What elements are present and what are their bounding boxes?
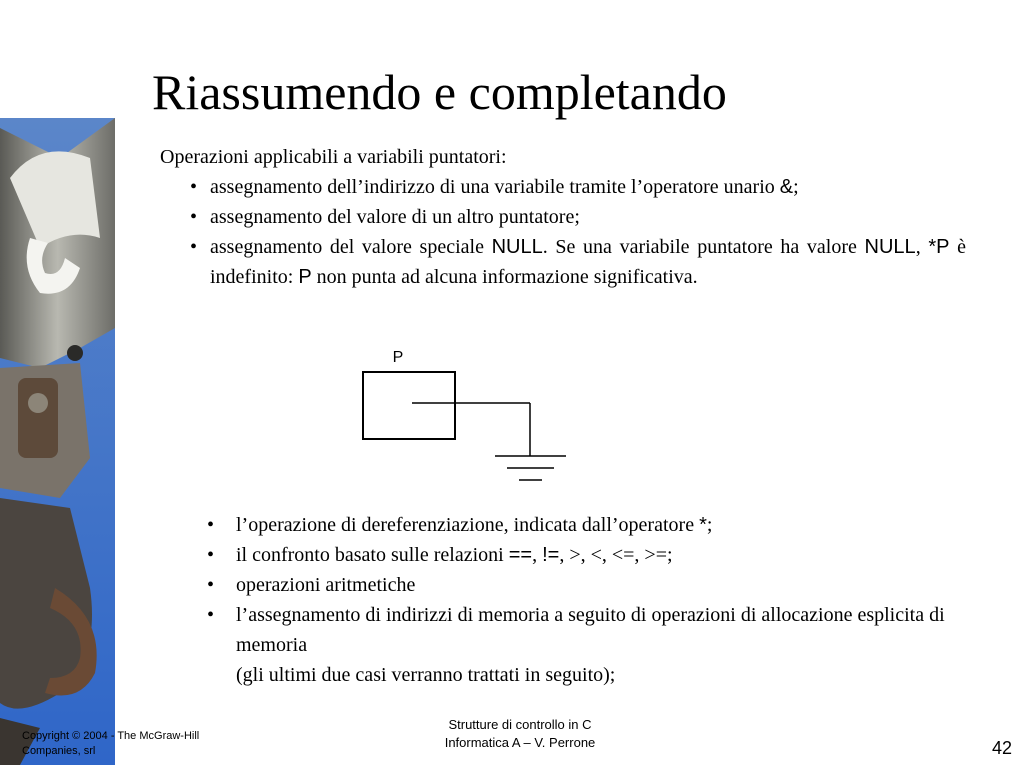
page-title: Riassumendo e completando [152,64,727,120]
copyright-text: Copyright © 2004 - The McGraw-Hill Companies, srl [22,730,200,757]
intro-text: Operazioni applicabili a variabili puntatori: [160,146,507,168]
null-pointer-diagram [340,345,580,490]
list-item: • l’assegnamento di indirizzi di memoria a seguito di operazioni di allocazione esplicita di memoria [207,600,967,660]
list-item: • il confronto basato sulle relazioni ==, !=, >, <, <=, >=; [207,540,967,570]
list-item: • operazioni aritmetiche [207,570,967,600]
list-item: • assegnamento dell’indirizzo di una variabile tramite l’operatore unario &; [190,172,966,202]
note-text: (gli ultimi due casi verranno trattati in seguito); [236,664,616,686]
footer-course: Strutture di controllo in C [448,717,592,732]
bottom-bullet-list [207,510,967,690]
crane-hook-image [0,118,115,765]
list-item: • assegnamento del valore di un altro puntatore; [190,202,966,232]
pointer-box [363,372,455,439]
pointer-label: P [392,349,404,366]
page-number: 42 [991,738,1012,758]
list-item: • l’operazione di dereferenziazione, indicata dall’operatore *; [207,510,967,540]
list-item: • assegnamento del valore speciale NULL. Se una variabile puntatore ha valore NULL, *P è indefinito: P non punta ad alcuna informazione significativa. [190,232,966,292]
footer-center [380,716,660,752]
top-bullet-list [190,172,966,292]
footer-author: Informatica A – V. Perrone [444,735,596,750]
